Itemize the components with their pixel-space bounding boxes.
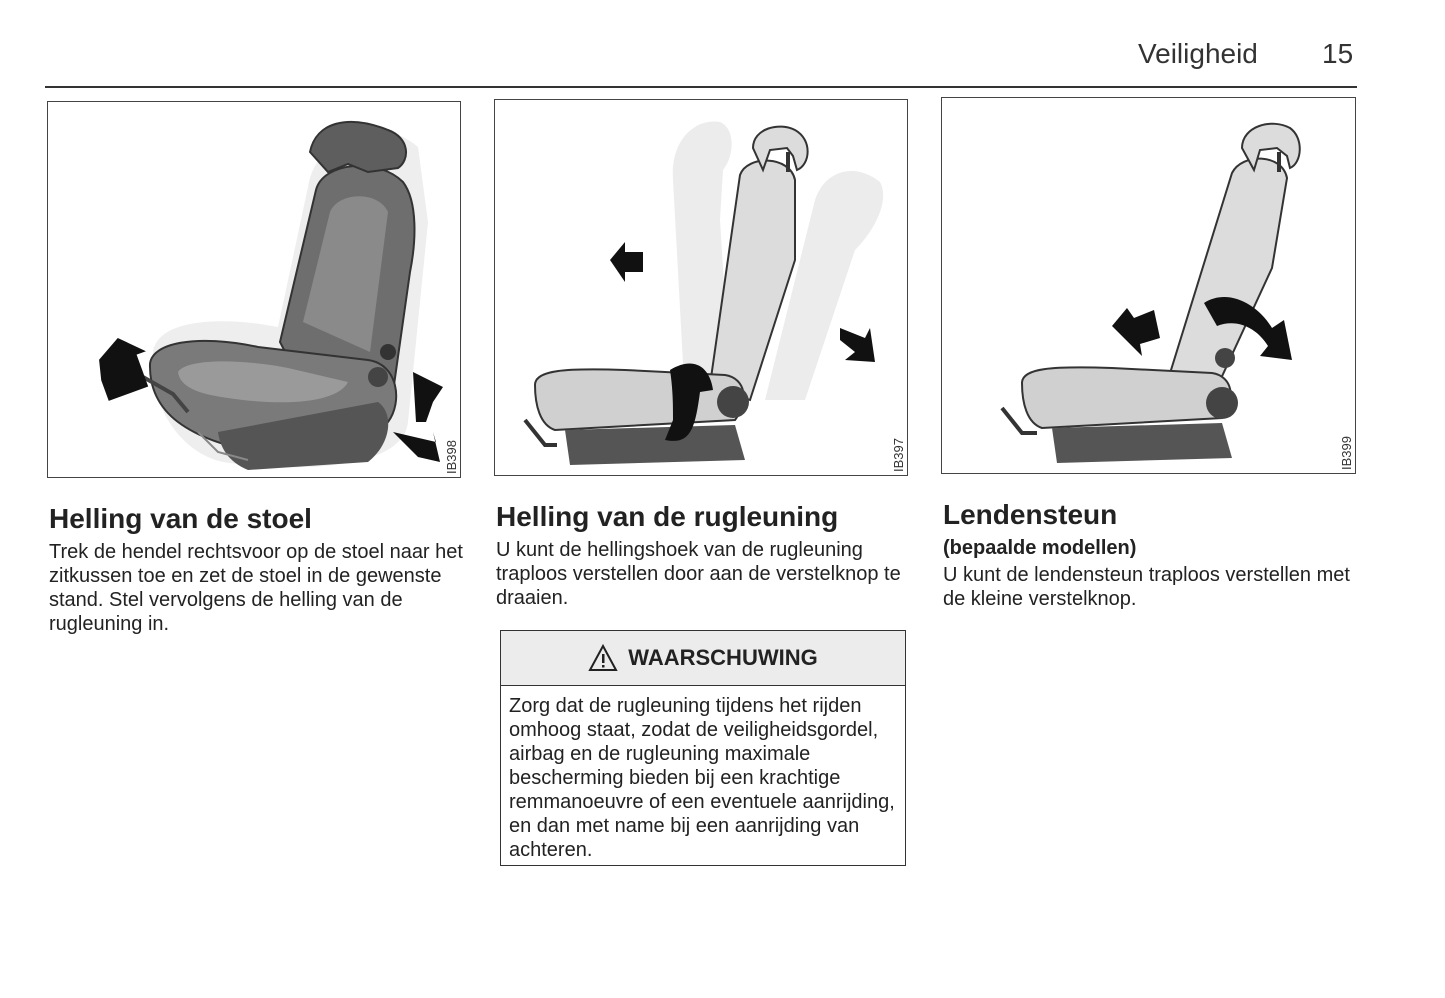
section-heading-backrest-tilt: Helling van de rugleuning bbox=[496, 501, 839, 532]
section-body-backrest-tilt: U kunt de hellingshoek van de rugleuning traploos verstellen door aan de verstelknop te draaien. bbox=[496, 539, 901, 609]
section-body-lumbar: U kunt de lendensteun traploos verstellen met de kleine verstelknop. bbox=[943, 564, 1350, 610]
section-subheading-lumbar: (bepaalde modellen) bbox=[943, 537, 1137, 559]
header-rule bbox=[45, 86, 1357, 88]
figure-backrest-tilt bbox=[494, 99, 908, 476]
section-heading-seat-tilt: Helling van de stoel bbox=[49, 503, 312, 534]
figure-lumbar-support bbox=[941, 97, 1356, 474]
section-body-seat-tilt: Trek de hendel rechtsvoor op de stoel naar het zitkussen toe en zet de stoel in de gewenste stand. Stel vervolgens de helling van de rugleuning in. bbox=[49, 541, 463, 635]
lumbar-support-illustration bbox=[942, 98, 1356, 474]
page-number: 15 bbox=[1322, 38, 1354, 69]
figure-code: IB397 bbox=[891, 438, 906, 472]
figure-code: IB398 bbox=[444, 440, 459, 474]
seat-tilt-illustration bbox=[48, 102, 461, 478]
warning-text: Zorg dat de rugleuning tijdens het rijden omhoog staat, zodat de veiligheidsgordel, airbag en de rugleuning maximale bescherming bieden bij een krachtige remmanoeuvre of een eventuele aanrijding, en dan met name bij een aanrijding van achteren. bbox=[509, 695, 895, 861]
section-heading-lumbar: Lendensteun bbox=[943, 499, 1118, 530]
warning-title: WAARSCHUWING bbox=[628, 645, 818, 670]
section-title: Veiligheid bbox=[1138, 38, 1258, 69]
backrest-tilt-illustration bbox=[495, 100, 908, 476]
warning-triangle-icon bbox=[588, 644, 618, 672]
figure-code: IB399 bbox=[1339, 436, 1354, 470]
figure-seat-tilt bbox=[47, 101, 461, 478]
warning-header bbox=[501, 631, 905, 686]
warning-box bbox=[500, 630, 906, 866]
